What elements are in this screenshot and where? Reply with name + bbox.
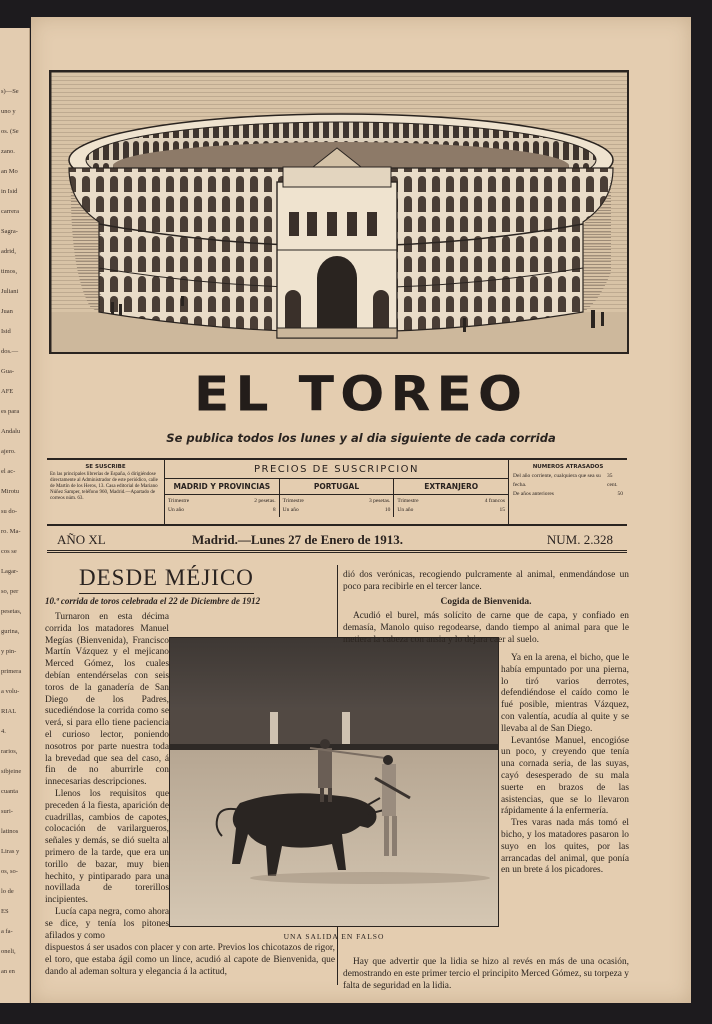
atrasados-title: NUMEROS ATRASADOS	[532, 464, 604, 470]
prices-portugal	[280, 495, 395, 517]
previous-page-fragment: so, per	[1, 588, 19, 595]
bullring-illustration	[51, 72, 629, 354]
previous-page-fragment: Sagra-	[1, 228, 18, 235]
previous-page-fragment: in Isid	[1, 188, 18, 195]
paragraph: Lucía capa negra, como ahora se dice, y tenía los pitones afilados y como	[45, 906, 169, 941]
article-bottom-left	[45, 943, 335, 978]
paragraph: dispuestos á ser usados con placer y con arte. Previos los chicotazos de rigor, el toro, que estaba ágil como un lince, acudió al capote de Bienvenida, que dando al ademan soltura y elegancia á la actitud,	[45, 943, 335, 977]
price-value: 8	[272, 507, 276, 513]
previous-page-fragment: adrid,	[1, 248, 16, 255]
previous-page-fragment: oneli,	[1, 948, 16, 955]
article-subtitle: 10.ª corrida de toros celebrada el 22 de Diciembre de 1912	[45, 596, 261, 606]
article-right-column	[501, 653, 629, 973]
price-value: 2 pesetas.	[254, 498, 276, 504]
previous-page-edge	[0, 28, 30, 1003]
price-value: 3 pesetas.	[368, 498, 391, 504]
paragraph: Ya en la arena, el bicho, que le había empuntado por una pierna, lo tiró varios derrotes, defendiéndose el caído como le fué posible, mientras Vázquez, con valentía, acudía al quite y se llevaba al de San Diego.	[501, 653, 629, 734]
previous-page-fragment: carrera	[1, 208, 20, 215]
prices-madrid	[165, 495, 280, 517]
previous-page-fragment: Gua-	[1, 368, 14, 375]
previous-page-fragment: 4.	[1, 728, 6, 735]
previous-page-fragment: rarios,	[1, 748, 18, 755]
previous-page-fragment: Liras y	[1, 848, 20, 855]
masthead-motto: Se publica todos los lunes y al dia siguiente de cada corrida	[166, 431, 556, 445]
price-label: Un año	[282, 507, 299, 513]
previous-page-fragment: cuanta	[1, 788, 18, 795]
paragraph: dió dos verónicas, recogiendo pulcramente al animal, enmendándose un poco para recibirle en el tercer lance.	[343, 570, 629, 592]
previous-page-fragment: pesetas,	[1, 608, 22, 615]
previous-page-fragment: ajero.	[1, 448, 16, 455]
previous-page-fragment: sibjeine	[1, 768, 22, 775]
previous-page-fragment: primera	[1, 668, 22, 675]
paragraph: Turnaron en esta décima corrida los matadores Manuel Megías (Bienvenida), Francisco Martín Vázquez y el mejicano Merced Gómez, los cuales debían entendérselas con seis toros de la ganadería de San Diego de los Padres, sucediéndose la corrida como se verá, si para ello tiene paciencia el curioso lector, poniendo nosotros por parte nuestra toda la brevedad que sea del caso, á fin de no aburrirle con innecesarias descripciones.	[45, 612, 169, 788]
previous-page-fragment: Andalu	[1, 428, 21, 435]
price-label: Trimestre	[168, 498, 190, 504]
issue-date: Madrid.—Lunes 27 de Enero de 1913.	[192, 532, 404, 547]
prices-extranjero	[394, 495, 508, 517]
previous-page-fragment: zano.	[1, 148, 15, 155]
previous-page-fragment: an en	[1, 968, 15, 975]
atrasados-block	[509, 460, 627, 524]
previous-page-fragment: lo de	[1, 888, 14, 895]
masthead-title: EL TOREO	[193, 367, 529, 423]
previous-page-fragment: Juan	[1, 308, 13, 315]
previous-page-fragment: timos,	[1, 268, 18, 275]
bullring-engraving	[49, 70, 629, 354]
previous-page-fragment: cos se	[1, 548, 17, 555]
prices-title: PRECIOS DE SUSCRIPCION	[165, 460, 508, 479]
previous-page-fragment: s)—Se	[1, 88, 19, 95]
previous-page-fragment: Isid	[1, 328, 11, 335]
previous-page-fragment: os, so-	[1, 868, 18, 875]
previous-page-fragment: uno y	[1, 108, 16, 115]
se-suscribe-text: En las principales librerías de España, ó dirigiéndose directamente al Administrador de este periódico, calle de Martín de los Heros, 13. Casa editorial de Mariano Núñez Samper, teléfono 960, Madrid.—Apartado de correos núm. 63.	[50, 472, 158, 501]
previous-page-fragment: RIAL	[1, 708, 17, 715]
paragraph: Hay que advertir que la lidia se hizo al revés en más de una ocasión, demostrando en este primer tercio el principito Merced Gómez, su torpeza y falta de seguridad en la lidia.	[343, 957, 629, 991]
previous-page-fragment: Juliani	[1, 288, 19, 295]
paragraph: Llenos los requisitos que preceden á la fiesta, aparición de cuadrillas, cambios de capotes, colocación de varilargueros, señales y demás, se dió suelta al primero de la tarde, que era un torillo de bazar, muy bien hechito, y pintiparado para una novillada de torerillos incipientes.	[45, 788, 169, 906]
subscription-box	[47, 458, 627, 526]
paragraph: Tres varas nada más tomó el bicho, y los matadores pasaron lo suyo en los quites, por las arrancadas del animal, que ponía en un brete á los picadores.	[501, 818, 629, 876]
dateline	[47, 527, 627, 553]
atrasados-value: 35 cent.	[607, 473, 618, 488]
previous-page-fragment: a fa-	[1, 928, 13, 935]
price-label: Un año	[168, 507, 185, 513]
prices-block	[165, 460, 509, 524]
paragraph: Acudió el burel, más solícito de carne que de capa, y confiado en demasía, Manolo quiso regodearse, dando tiempo al animal para que le metiera la cabeza con ansia y lo dejara caer al suelo.	[343, 611, 629, 645]
previous-page-fragment: Mirotu	[1, 488, 20, 495]
previous-page-fragment: suri-	[1, 808, 13, 815]
bullfight-photo	[169, 637, 499, 927]
article-title	[79, 565, 254, 591]
zone-extranjero: EXTRANJERO	[424, 482, 479, 491]
previous-page-fragment: dos.—	[1, 348, 19, 355]
paragraph: Levantóse Manuel, encogióse un poco, y creyendo que tenía una cornada seria, de las suyas, cayó desesperado de su mala suerte en brazos de las asistencias, que se lo llevaron rápidamente á la enfermería.	[501, 735, 629, 817]
article-right-top	[343, 570, 629, 658]
previous-page-fragment: su do-	[1, 508, 18, 515]
atrasados-value: 50	[617, 491, 623, 497]
article-bottom-right	[343, 957, 629, 992]
article-title-text: DESDE MÉJICO	[79, 565, 254, 590]
previous-page-fragment: ro. Ma-	[1, 528, 21, 535]
section-heading: Cogida de Bienvenida.	[440, 596, 532, 607]
previous-page-fragment: y pin-	[1, 648, 17, 655]
atrasados-label: Del año corriente, cualquiera que sea su fecha.	[513, 473, 601, 488]
price-value: 4 francos	[484, 498, 506, 504]
se-suscribe-title: SE SUSCRIBE	[85, 464, 126, 470]
previous-page-fragment: es para	[1, 408, 20, 415]
price-value: 10	[384, 507, 391, 513]
price-label: Trimestre	[282, 498, 304, 504]
atrasados-label: De años anteriores	[513, 491, 554, 497]
bullfight-photo-image	[170, 638, 499, 927]
previous-page-fragment: ES	[1, 908, 9, 915]
previous-page-fragment: gurina,	[1, 628, 20, 635]
zone-portugal: PORTUGAL	[280, 479, 395, 494]
previous-page-fragment: os. (Se	[1, 128, 19, 135]
price-label: Un año	[397, 507, 414, 513]
issue-number: NUM. 2.328	[546, 532, 613, 547]
article-left-column	[45, 612, 169, 942]
previous-page-fragment: AFE	[1, 388, 14, 395]
newspaper-page	[31, 17, 691, 1003]
price-label: Trimestre	[397, 498, 419, 504]
previous-page-fragment: latinos	[1, 828, 19, 835]
se-suscribe-block	[47, 460, 165, 524]
previous-page-fragment: Lagar-	[1, 568, 19, 575]
price-value: 15	[499, 507, 506, 513]
issue-year: AÑO XL	[57, 532, 106, 547]
previous-page-fragment: an Mo	[1, 168, 18, 175]
photo-caption: UNA SALIDA EN FALSO	[283, 932, 385, 941]
previous-page-fragment: a volu-	[1, 688, 20, 695]
zone-madrid: MADRID Y PROVINCIAS	[165, 479, 280, 494]
previous-page-fragment: el ac-	[1, 468, 16, 475]
